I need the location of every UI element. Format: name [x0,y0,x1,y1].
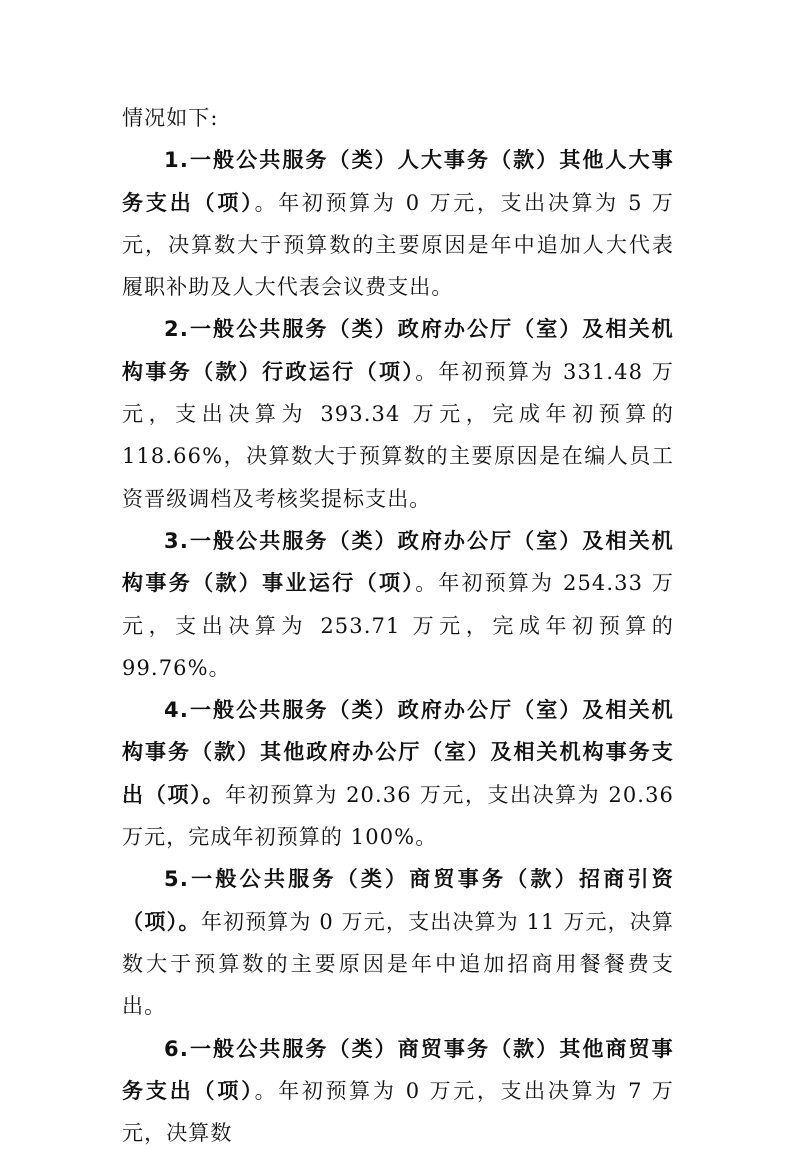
paragraph-item-4 [122,689,674,858]
item-heading: 1.一般公共服务（类）人大事务（款）其他人大事务支出（项） [122,148,674,215]
paragraph-item-1 [122,139,674,308]
item-body: 。年初预算为 254.33 万元，支出决算为 253.71 万元，完成年初预算的 99.76%。 [122,571,674,680]
paragraph-item-6 [122,1028,674,1154]
item-heading: 6.一般公共服务（类）商贸事务（款）其他商贸事务支出（项） [122,1036,674,1103]
document-body [122,97,674,1154]
item-body: 。年初预算为 331.48 万元，支出决算为 393.34 万元，完成年初预算的 118.66%，决算数大于预算数的主要原因是在编人员工资晋级调档及考核奖提标支出。 [122,359,674,511]
item-body: 年初预算为 20.36 万元，支出决算为 20.36 万元，完成年初预算的 100%。 [122,782,675,850]
item-heading: 4.一般公共服务（类）政府办公厅（室）及相关机构事务（款）其他政府办公厅（室）及相关机构事务支出（项）。 [122,698,674,807]
paragraph-item-3 [122,520,674,689]
item-body: 。年初预算为 0 万元，支出决算为 7 万元，决算数 [122,1078,674,1146]
item-heading: 3.一般公共服务（类）政府办公厅（室）及相关机构事务（款）事业运行（项） [122,528,674,596]
intro-text: 情况如下: [122,106,219,130]
item-body: 。年初预算为 0 万元，支出决算为 5 万元，决算数大于预算数的主要原因是年中追加人大代表履职补助及人大代表会议费支出。 [122,190,674,300]
item-body: 年初预算为 0 万元，支出决算为 11 万元，决算数大于预算数的主要原因是年中追加招商用餐餐费支出。 [122,909,674,1019]
item-heading: 5.一般公共服务（类）商贸事务（款）招商引资（项）。 [122,867,674,934]
paragraph-item-2 [122,308,674,519]
paragraph-item-5 [122,858,674,1027]
item-heading: 2.一般公共服务（类）政府办公厅（室）及相关机构事务（款）行政运行（项） [122,317,674,384]
